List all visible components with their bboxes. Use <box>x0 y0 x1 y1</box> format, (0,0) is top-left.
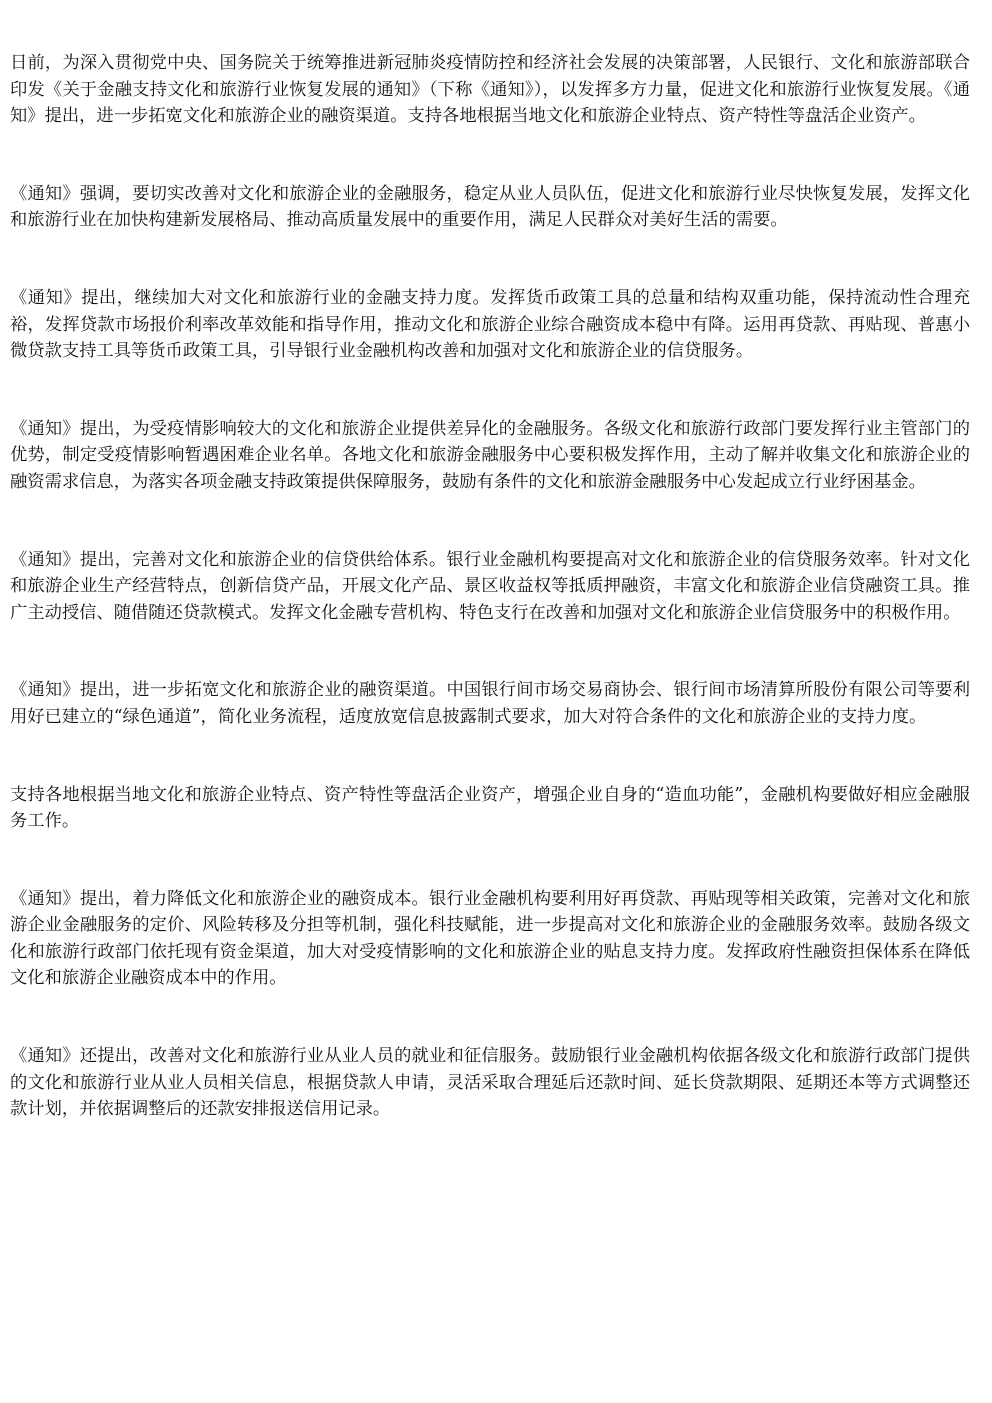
paragraph-2: 《通知》强调，要切实改善对文化和旅游企业的金融服务，稳定从业人员队伍，促进文化和旅游行业尽快恢复发展，发挥文化和旅游行业在加快构建新发展格局、推动高质量发展中的重要作用，满足人民群众对美好生活的需要。 <box>10 183 970 231</box>
paragraph-6: 《通知》提出，进一步拓宽文化和旅游企业的融资渠道。中国银行间市场交易商协会、银行间市场清算所股份有限公司等要利用好已建立的“绿色通道”，简化业务流程，适度放宽信息披露制式要求，加大对符合条件的文化和旅游企业的支持力度。 <box>10 680 970 727</box>
paragraph-7: 支持各地根据当地文化和旅游企业特点、资产特性等盘活企业资产，增强企业自身的“造血功能”，金融机构要做好相应金融服务工作。 <box>10 784 970 832</box>
paragraph-1: 日前，为深入贯彻党中央、国务院关于统筹推进新冠肺炎疫情防控和经济社会发展的决策部署，人民银行、文化和旅游部联合印发《关于金融支持文化和旅游行业恢复发展的通知》（下称《通知》），以发挥多方力量，促进文化和旅游行业恢复发展。《通知》提出，进一步拓宽文化和旅游企业的融资渠道。支持各地根据当地文化和旅游企业特点、资产特性等盘活企业资产。 <box>10 53 970 127</box>
document-body <box>10 50 970 1174</box>
paragraph-3: 《通知》提出，继续加大对文化和旅游行业的金融支持力度。发挥货币政策工具的总量和结构双重功能，保持流动性合理充裕，发挥贷款市场报价利率改革效能和指导作用，推动文化和旅游企业综合融资成本稳中有降。运用再贷款、再贴现、普惠小微贷款支持工具等货币政策工具，引导银行业金融机构改善和加强对文化和旅游企业的信贷服务。 <box>10 287 970 362</box>
paragraph-4: 《通知》提出，为受疫情影响较大的文化和旅游企业提供差异化的金融服务。各级文化和旅游行政部门要发挥行业主管部门的优势，制定受疫情影响暂遇困难企业名单。各地文化和旅游金融服务中心要积极发挥作用，主动了解并收集文化和旅游企业的融资需求信息，为落实各项金融支持政策提供保障服务，鼓励有条件的文化和旅游金融服务中心发起成立行业纾困基金。 <box>10 418 970 492</box>
paragraph-9: 《通知》还提出，改善对文化和旅游行业从业人员的就业和征信服务。鼓励银行业金融机构依据各级文化和旅游行政部门提供的文化和旅游行业从业人员相关信息，根据贷款人申请，灵活采取合理延后还款时间、延长贷款期限、延期还本等方式调整还款计划，并依据调整后的还款安排报送信用记录。 <box>10 1046 970 1120</box>
paragraph-8: 《通知》提出，着力降低文化和旅游企业的融资成本。银行业金融机构要利用好再贷款、再贴现等相关政策，完善对文化和旅游企业金融服务的定价、风险转移及分担等机制，强化科技赋能，进一步提高对文化和旅游企业的金融服务效率。鼓励各级文化和旅游行政部门依托现有资金渠道，加大对受疫情影响的文化和旅游企业的贴息支持力度。发挥政府性融资担保体系在降低文化和旅游企业融资成本中的作用。 <box>10 888 970 989</box>
paragraph-5: 《通知》提出，完善对文化和旅游企业的信贷供给体系。银行业金融机构要提高对文化和旅游企业的信贷服务效率。针对文化和旅游企业生产经营特点，创新信贷产品，开展文化产品、景区收益权等抵质押融资，丰富文化和旅游企业信贷融资工具。推广主动授信、随借随还贷款模式。发挥文化金融专营机构、特色支行在改善和加强对文化和旅游企业信贷服务中的积极作用。 <box>10 549 970 623</box>
